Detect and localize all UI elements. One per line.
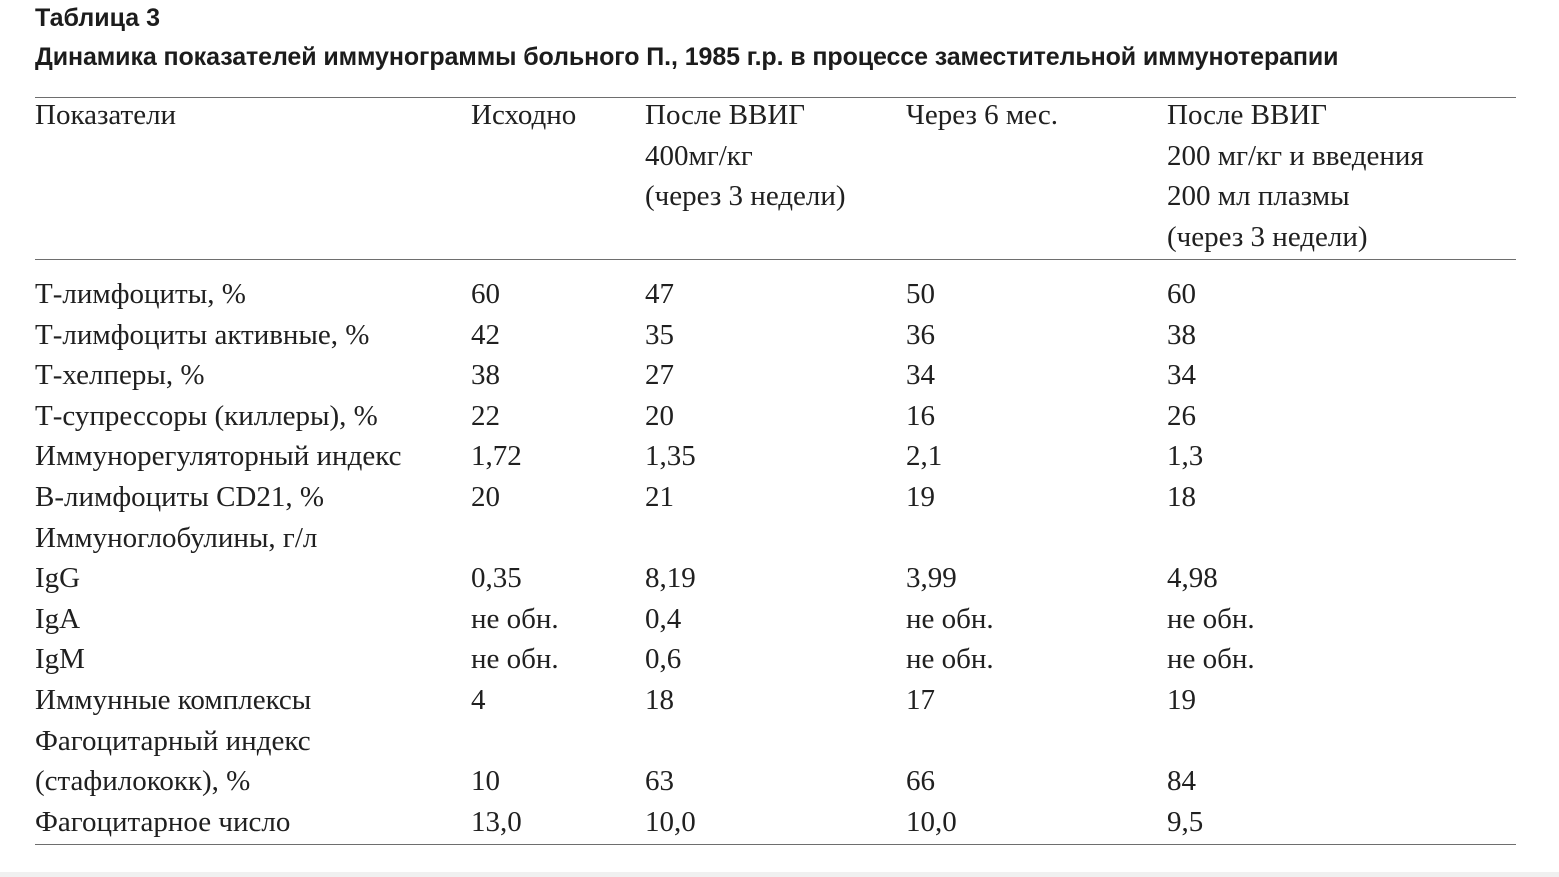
- table-title: Динамика показателей иммунограммы больного П., 1985 г.р. в процессе заместительной иммунотерапии: [35, 43, 1339, 71]
- row-value: 27: [645, 359, 674, 392]
- row-label: Иммуноглобулины, г/л: [35, 521, 318, 554]
- column-header-indicators: [35, 95, 176, 136]
- row-value: 22: [471, 399, 500, 432]
- row-value: 20: [471, 481, 500, 513]
- row-value: 19: [1167, 684, 1196, 716]
- column-header-line: (через 3 недели): [645, 180, 846, 213]
- column-header-line: Через 6 мес.: [906, 99, 1058, 131]
- column-header-baseline: [471, 95, 576, 136]
- row-value: 38: [1167, 318, 1196, 351]
- row-value: 4,98: [1167, 562, 1218, 595]
- row-label: В-лимфоциты CD21, %: [35, 481, 325, 513]
- row-value: 0,6: [645, 643, 682, 676]
- row-label: IgA: [35, 602, 81, 635]
- row-value: 42: [471, 318, 500, 351]
- row-value: 16: [906, 399, 935, 432]
- row-value: 1,72: [471, 440, 522, 473]
- column-header-after-ivig-400: [645, 95, 846, 217]
- row-value: не обн.: [906, 643, 994, 676]
- column-header-line: После ВВИГ: [1167, 99, 1328, 131]
- row-label: Фагоцитарное число: [35, 805, 291, 838]
- row-value: 0,35: [471, 562, 522, 595]
- row-value: 36: [906, 318, 935, 351]
- row-label: IgG: [35, 562, 81, 595]
- row-value: 21: [645, 481, 674, 513]
- row-label: Фагоцитарный индекс: [35, 724, 311, 757]
- column-header-after-6-months: [906, 95, 1058, 136]
- column-header-line: (через 3 недели): [1167, 220, 1368, 253]
- column-header-line: 400мг/кг: [645, 139, 753, 172]
- row-value: 0,4: [645, 602, 682, 635]
- column-header-line: 200 мг/кг и введения: [1167, 139, 1424, 172]
- row-value: не обн.: [1167, 643, 1255, 676]
- row-value: 9,5: [1167, 805, 1204, 838]
- row-value: 18: [1167, 481, 1196, 513]
- row-value: 38: [471, 359, 500, 392]
- column-header-after-ivig-200-plasma: [1167, 95, 1424, 257]
- row-value: 1,3: [1167, 440, 1204, 473]
- row-value: 10,0: [906, 805, 957, 838]
- row-value: 10: [471, 765, 500, 798]
- column-header-line: После ВВИГ: [645, 99, 806, 131]
- row-label: Т-хелперы, %: [35, 359, 205, 392]
- row-value: 17: [906, 684, 935, 716]
- row-value: 2,1: [906, 440, 943, 473]
- row-value: 35: [645, 318, 674, 351]
- row-label: Т-лимфоциты, %: [35, 278, 246, 310]
- row-value: 60: [1167, 278, 1196, 310]
- row-value: не обн.: [471, 602, 559, 635]
- row-value: 4: [471, 684, 486, 716]
- row-value: 50: [906, 278, 935, 310]
- row-value: 13,0: [471, 805, 522, 838]
- row-value: 10,0: [645, 805, 696, 838]
- row-label: (стафилококк), %: [35, 765, 251, 798]
- row-value: 84: [1167, 765, 1196, 798]
- row-label: Т-супрессоры (киллеры), %: [35, 399, 378, 432]
- row-label: Иммунорегуляторный индекс: [35, 440, 402, 473]
- row-value: 66: [906, 765, 935, 798]
- row-label: Иммунные комплексы: [35, 684, 312, 716]
- row-value: не обн.: [906, 602, 994, 635]
- row-value: 34: [906, 359, 935, 392]
- row-value: 3,99: [906, 562, 957, 595]
- column-header-line: 200 мл плазмы: [1167, 180, 1350, 213]
- row-value: не обн.: [1167, 602, 1255, 635]
- row-value: 60: [471, 278, 500, 310]
- row-value: 34: [1167, 359, 1196, 392]
- row-value: не обн.: [471, 643, 559, 676]
- row-value: 18: [645, 684, 674, 716]
- row-value: 8,19: [645, 562, 696, 595]
- row-label: Т-лимфоциты активные, %: [35, 318, 370, 351]
- row-label: IgM: [35, 643, 85, 676]
- column-header-line: Показатели: [35, 99, 177, 131]
- table-number: Таблица 3: [35, 4, 161, 32]
- row-value: 47: [645, 278, 674, 310]
- row-value: 1,35: [645, 440, 696, 473]
- row-value: 63: [645, 765, 674, 798]
- column-header-line: Исходно: [471, 99, 577, 131]
- row-value: 19: [906, 481, 935, 513]
- row-value: 26: [1167, 399, 1196, 432]
- page-bottom-edge: [0, 872, 1559, 877]
- row-value: 20: [645, 399, 674, 432]
